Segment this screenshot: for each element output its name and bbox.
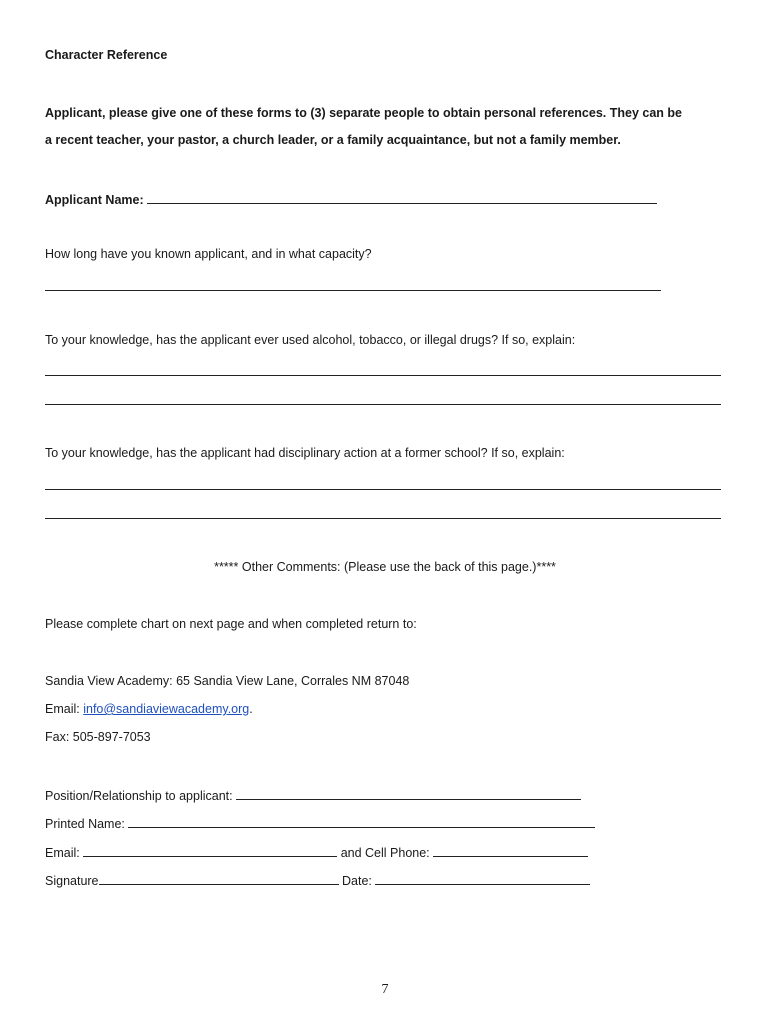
- printed-name-label: Printed Name:: [45, 817, 125, 831]
- intro-line-2: a recent teacher, your pastor, a church leader, or a family acquaintance, but not a family member.: [45, 133, 621, 147]
- answer-drugs-line-2[interactable]: [45, 404, 721, 405]
- printed-name-field[interactable]: [128, 815, 595, 828]
- answer-discipline-line-1[interactable]: [45, 489, 721, 490]
- signature-date-row: [45, 872, 590, 888]
- position-row: [45, 787, 581, 803]
- question-discipline: To your knowledge, has the applicant had disciplinary action at a former school? If so, explain:: [45, 446, 565, 460]
- email-field[interactable]: [83, 844, 337, 857]
- school-email-label: Email:: [45, 702, 80, 716]
- date-label: Date:: [342, 874, 372, 888]
- position-field[interactable]: [236, 787, 581, 800]
- school-email-row: [45, 702, 253, 716]
- school-email-link[interactable]: info@sandiaviewacademy.org: [83, 702, 250, 716]
- applicant-name-label: Applicant Name:: [45, 193, 144, 207]
- answer-drugs-line-1[interactable]: [45, 375, 721, 376]
- signature-field[interactable]: [99, 872, 339, 885]
- school-email-suffix: .: [249, 702, 253, 716]
- date-field[interactable]: [375, 872, 590, 885]
- signature-label: Signature: [45, 874, 99, 888]
- cell-phone-label: and Cell Phone:: [340, 846, 430, 860]
- page-title: Character Reference: [45, 48, 168, 62]
- applicant-name-row: [45, 191, 657, 207]
- position-label: Position/Relationship to applicant:: [45, 789, 233, 803]
- school-address: Sandia View Academy: 65 Sandia View Lane, Corrales NM 87048: [45, 674, 410, 688]
- page-number: 7: [381, 982, 389, 997]
- question-drugs: To your knowledge, has the applicant ever used alcohol, tobacco, or illegal drugs? If so, explain:: [45, 333, 576, 347]
- email-label: Email:: [45, 846, 80, 860]
- cell-phone-field[interactable]: [433, 844, 588, 857]
- applicant-name-field[interactable]: [147, 191, 657, 204]
- answer-discipline-line-2[interactable]: [45, 518, 721, 519]
- printed-name-row: [45, 815, 595, 831]
- intro-line-1: Applicant, please give one of these forms to (3) separate people to obtain personal references. They can be: [45, 106, 682, 120]
- answer-known-line[interactable]: [45, 290, 661, 291]
- other-comments-note: ***** Other Comments: (Please use the back of this page.)****: [214, 560, 556, 574]
- school-fax: Fax: 505-897-7053: [45, 730, 151, 744]
- email-phone-row: [45, 844, 588, 860]
- return-instructions: Please complete chart on next page and when completed return to:: [45, 617, 417, 631]
- question-known: How long have you known applicant, and in what capacity?: [45, 247, 372, 261]
